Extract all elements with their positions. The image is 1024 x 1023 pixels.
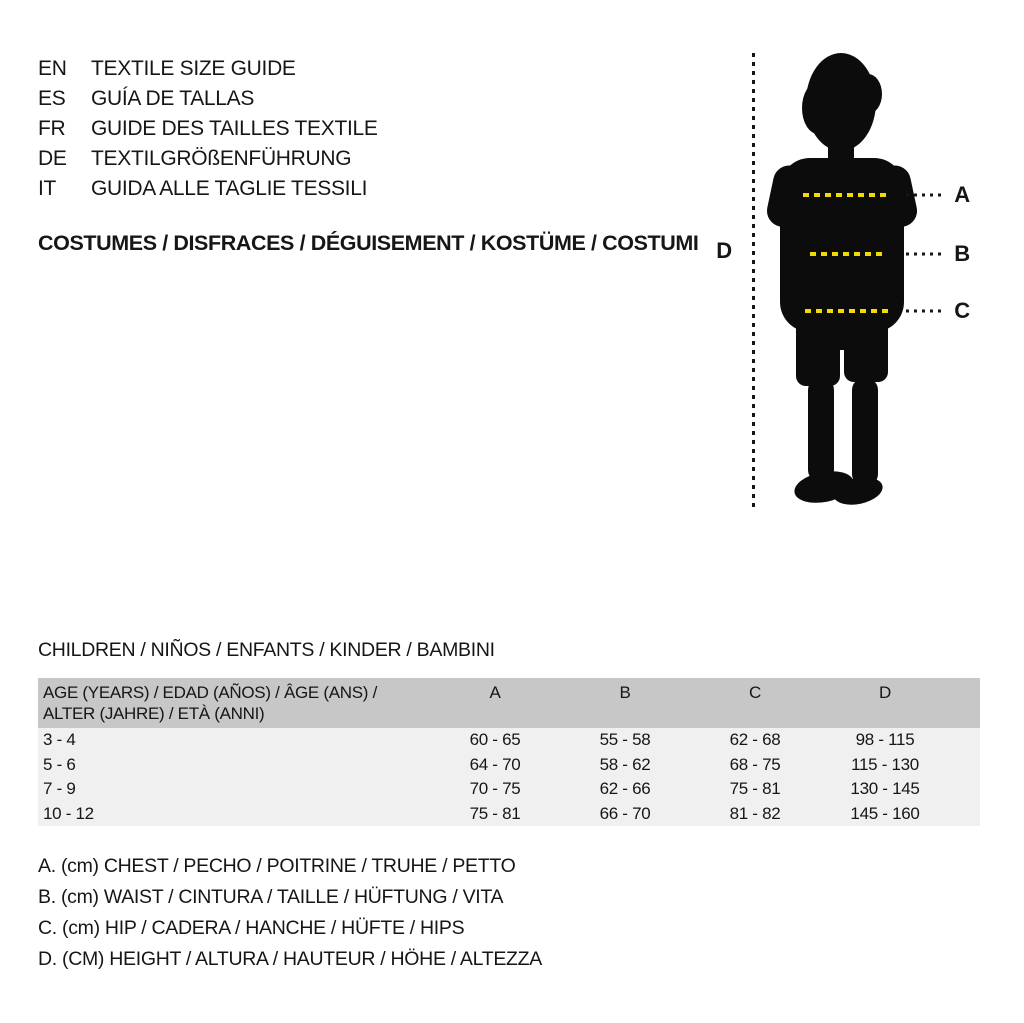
language-title-row: [38, 84, 378, 114]
height-cell: 145 - 160: [850, 803, 920, 823]
size-table-body: [38, 728, 980, 826]
hip-cell: 68 - 75: [729, 754, 781, 774]
table-row: [38, 753, 980, 778]
age-header-line1: AGE (YEARS) / EDAD (AÑOS) / ÂGE (ANS) /: [43, 683, 378, 702]
column-header-c: C: [749, 683, 761, 702]
column-header-a: A: [489, 683, 501, 702]
child-silhouette-diagram: [756, 50, 956, 512]
column-header-d: D: [879, 683, 891, 702]
language-title: GUÍA DE TALLAS: [91, 87, 255, 110]
language-code: FR: [38, 117, 66, 140]
age-cell: 7 - 9: [43, 779, 76, 798]
category-title: COSTUMES / DISFRACES / DÉGUISEMENT / KOSTÜME / COSTUMI: [38, 231, 699, 255]
waist-cell: 55 - 58: [599, 730, 651, 749]
measure-label-b: B: [954, 241, 970, 266]
height-measure-dotted-line: [752, 53, 755, 509]
language-code: IT: [38, 177, 57, 200]
height-cell: 115 - 130: [851, 754, 919, 774]
legend-line: D. (CM) HEIGHT / ALTURA / HAUTEUR / HÖHE / ALTEZZA: [38, 948, 542, 970]
child-silhouette: [764, 53, 920, 509]
measure-label-c: C: [954, 298, 970, 323]
waist-cell: 58 - 62: [599, 754, 651, 774]
chest-cell: 75 - 81: [469, 803, 521, 823]
height-cell: 98 - 115: [855, 730, 915, 749]
legend-line: A. (cm) CHEST / PECHO / POITRINE / TRUHE / PETTO: [38, 855, 516, 877]
language-code: ES: [38, 87, 66, 110]
measure-label-d: D: [716, 238, 732, 263]
table-row: [38, 802, 980, 827]
size-table-header: [38, 678, 980, 728]
hip-cell: 81 - 82: [729, 803, 781, 823]
language-title-row: [38, 174, 378, 204]
language-title-row: [38, 54, 378, 84]
language-title: TEXTILE SIZE GUIDE: [91, 57, 296, 80]
hip-cell: 62 - 68: [729, 730, 781, 749]
age-header-line2: ALTER (JAHRE) / ETÀ (ANNI): [43, 704, 265, 723]
measure-label-a: A: [954, 182, 970, 207]
chest-cell: 70 - 75: [469, 779, 521, 798]
chest-cell: 60 - 65: [469, 730, 521, 749]
language-title: TEXTILGRÖßENFÜHRUNG: [91, 147, 352, 170]
language-code: EN: [38, 57, 67, 80]
language-code: DE: [38, 147, 67, 170]
age-cell: 10 - 12: [43, 803, 94, 823]
age-column-header: [38, 678, 430, 724]
legend-line: C. (cm) HIP / CADERA / HANCHE / HÜFTE / HIPS: [38, 917, 465, 939]
waist-cell: 62 - 66: [599, 779, 651, 798]
age-cell: 5 - 6: [43, 754, 76, 774]
height-cell: 130 - 145: [850, 779, 920, 798]
language-title-row: [38, 144, 378, 174]
hip-cell: 75 - 81: [729, 779, 781, 798]
language-title-list: [38, 54, 378, 204]
language-title: GUIDE DES TAILLES TEXTILE: [91, 117, 378, 140]
table-row: [38, 728, 980, 753]
chest-cell: 64 - 70: [469, 754, 521, 774]
age-cell: 3 - 4: [43, 730, 76, 749]
waist-cell: 66 - 70: [599, 803, 651, 823]
legend-line: B. (cm) WAIST / CINTURA / TAILLE / HÜFTUNG / VITA: [38, 886, 504, 908]
size-table: [38, 678, 980, 826]
table-row: [38, 777, 980, 802]
language-title-row: [38, 114, 378, 144]
measure-legend: [38, 851, 542, 975]
children-section-title: CHILDREN / NIÑOS / ENFANTS / KINDER / BAMBINI: [38, 639, 495, 661]
column-header-b: B: [619, 683, 631, 702]
language-title: GUIDA ALLE TAGLIE TESSILI: [91, 177, 368, 200]
